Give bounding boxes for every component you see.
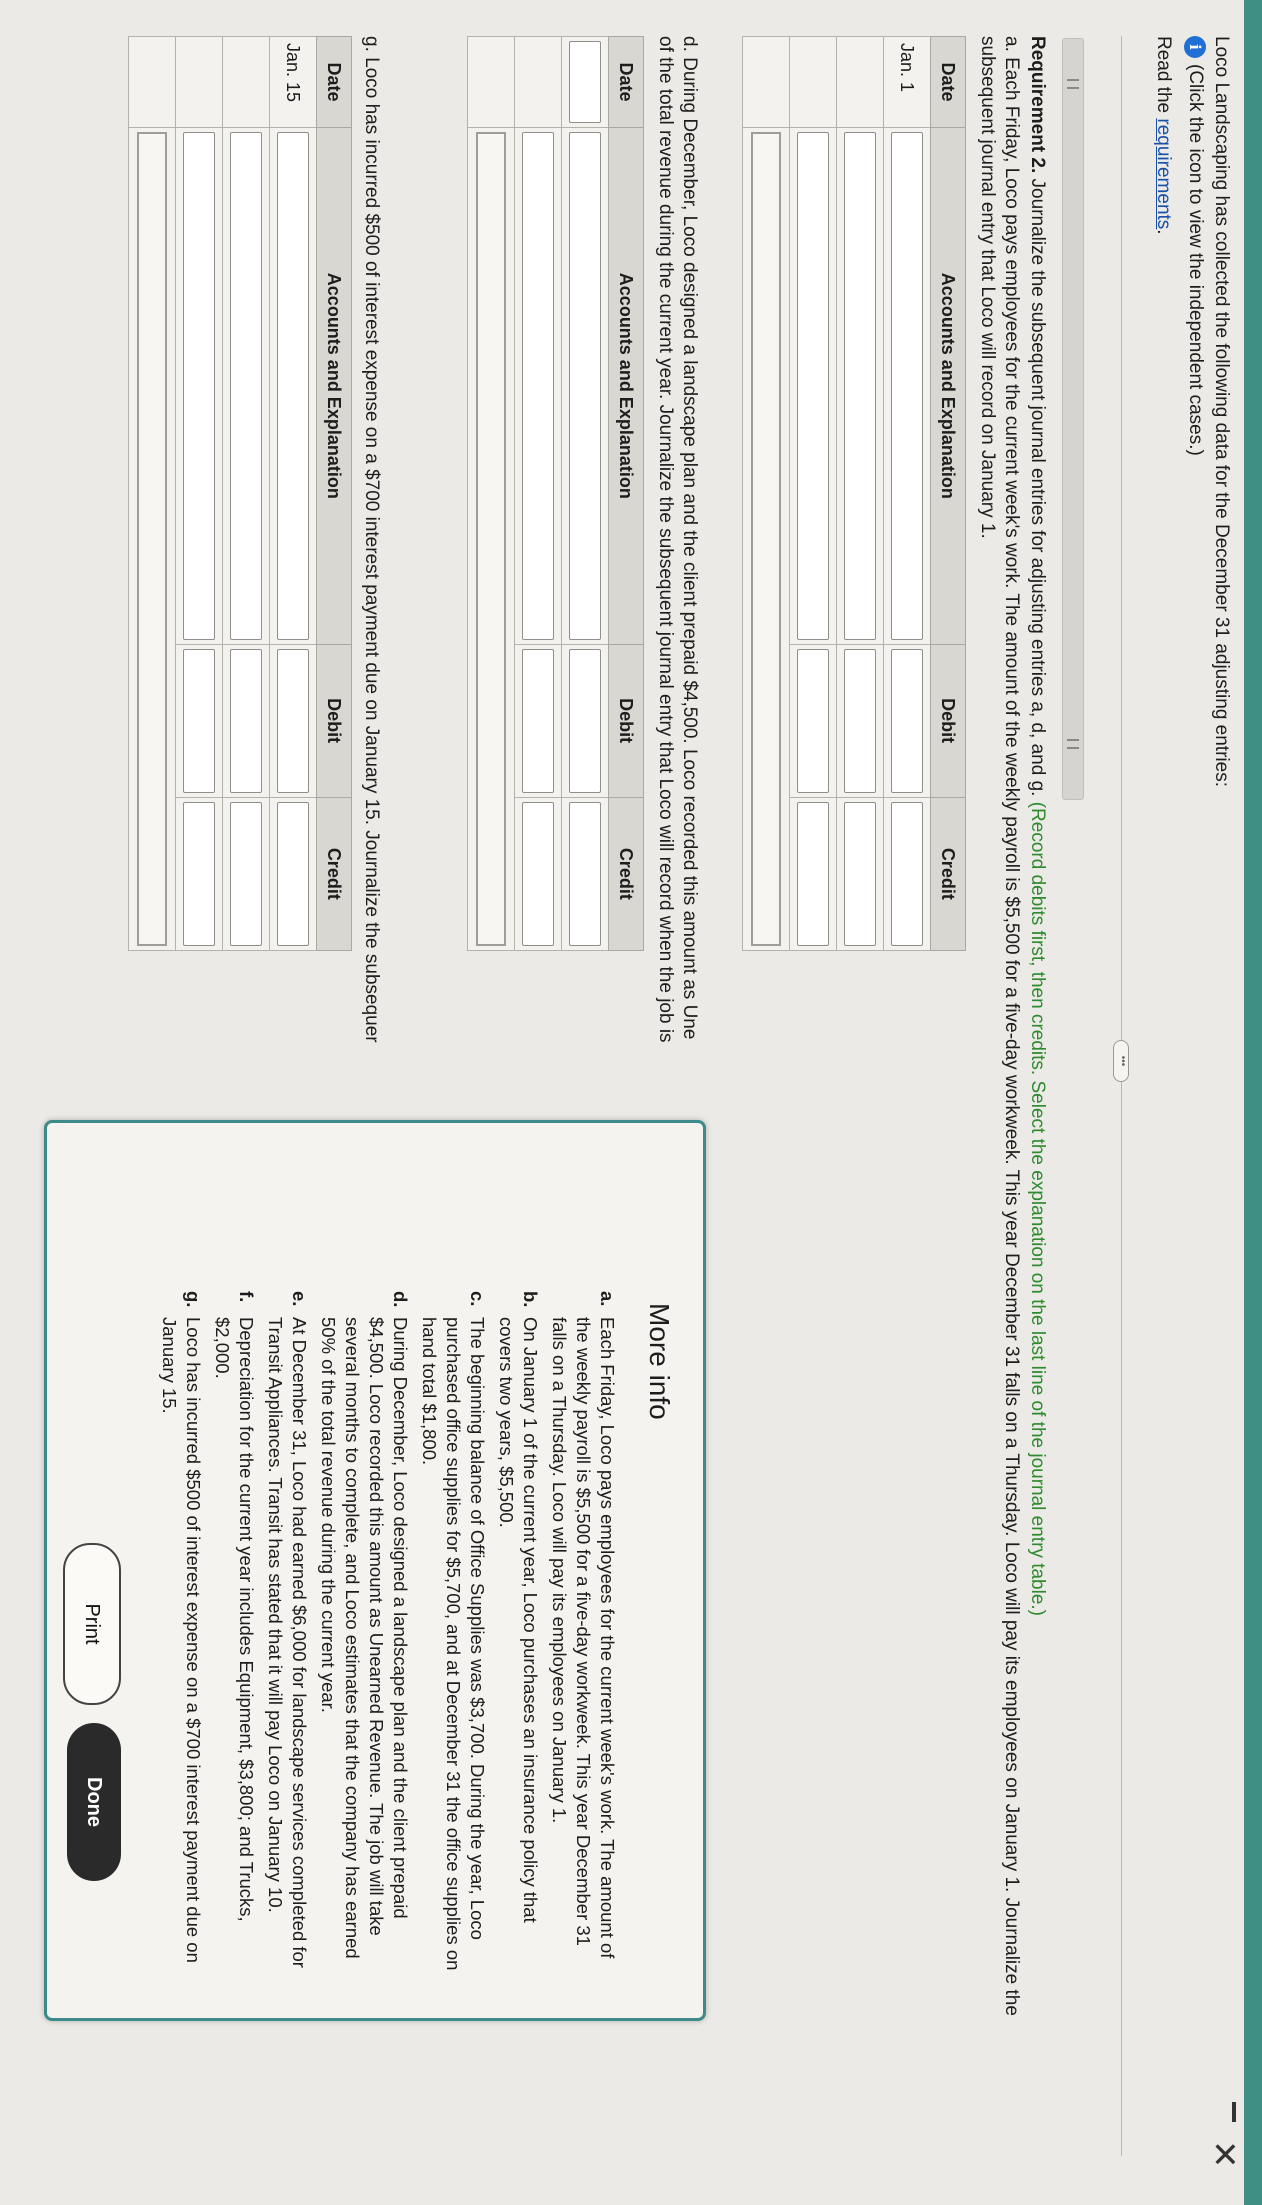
list-item [494, 1291, 542, 1981]
table-row [884, 37, 931, 951]
more-info-dialog [44, 1120, 706, 2021]
debit-input[interactable] [891, 649, 923, 793]
requirement-2 [1024, 36, 1050, 2086]
scroll-grip-icon [1067, 79, 1079, 89]
debit-input[interactable] [183, 649, 215, 793]
case-g-text: g. Loco has incurred $500 of interest expense on a $700 interest payment due on January 15. Journalize the subsequer [361, 36, 382, 1043]
table-row [270, 37, 317, 951]
col-date: Date [317, 37, 352, 128]
account-select[interactable] [183, 132, 215, 640]
item-letter: f. [236, 1291, 257, 1303]
col-debit: Debit [317, 644, 352, 797]
credit-input[interactable] [183, 802, 215, 946]
journal-table-a [742, 36, 966, 951]
case-d-text: d. During December, Loco designed a landscape plan and the client prepaid $4,500. Loco recorded this amount as Une [679, 36, 700, 1040]
credit-input[interactable] [797, 802, 829, 946]
item-letter: a. [597, 1291, 618, 1307]
table-row [468, 37, 515, 951]
item-text: The beginning balance of Office Supplies was $3,700. During the year, Loco purchased office supplies for $5,700, and at December 31 the office supplies on hand total $1,800. [419, 1317, 488, 1971]
debit-input[interactable] [230, 649, 262, 793]
col-debit: Debit [609, 644, 644, 797]
list-item [417, 1291, 489, 1981]
credit-input[interactable] [569, 802, 601, 946]
account-select[interactable] [277, 132, 309, 640]
col-date: Date [931, 37, 966, 128]
account-select[interactable] [522, 132, 554, 640]
col-accounts: Accounts and Explanation [609, 127, 644, 644]
item-letter: g. [183, 1291, 204, 1308]
requirement-text: Journalize the subsequent journal entries for adjusting entries a, d, and g. [1027, 173, 1048, 797]
debit-input[interactable] [797, 649, 829, 793]
col-credit: Credit [931, 797, 966, 950]
date-input[interactable] [569, 41, 601, 123]
credit-input[interactable] [277, 802, 309, 946]
account-select[interactable] [797, 132, 829, 640]
journal-table-d [467, 36, 644, 951]
date-cell: Jan. 1 [884, 37, 931, 128]
item-text: Loco has incurred $500 of interest expense on a $700 interest payment due on January 15. [159, 1317, 204, 1963]
credit-input[interactable] [230, 802, 262, 946]
col-accounts: Accounts and Explanation [931, 127, 966, 644]
minimize-icon[interactable] [1232, 2102, 1236, 2122]
read-suffix: . [1153, 229, 1174, 235]
more-info-title: More info [644, 1303, 675, 1420]
explanation-input[interactable] [137, 132, 167, 946]
debit-input[interactable] [277, 649, 309, 793]
journal-table-g [128, 36, 352, 951]
intro-block [1150, 36, 1234, 787]
list-item [157, 1291, 205, 1981]
debit-input[interactable] [569, 649, 601, 793]
print-button[interactable]: Print [63, 1543, 121, 1705]
date-cell: Jan. 15 [270, 37, 317, 128]
table-row [743, 37, 790, 951]
credit-input[interactable] [844, 802, 876, 946]
more-info-list [152, 1291, 619, 1981]
requirements-link[interactable]: requirements [1153, 118, 1174, 230]
table-row [515, 37, 562, 951]
horizontal-scrollbar[interactable] [1062, 38, 1084, 800]
divider [1121, 36, 1122, 2156]
table-row [176, 37, 223, 951]
item-letter: c. [467, 1291, 488, 1307]
item-letter: b. [520, 1291, 541, 1308]
account-select[interactable] [230, 132, 262, 640]
list-item [263, 1291, 311, 1981]
close-icon[interactable]: ✕ [1205, 2140, 1243, 2169]
item-text: Depreciation for the current year includes Equipment, $3,800; and Trucks, $2,000. [212, 1317, 257, 1922]
read-prefix: Read the [1153, 36, 1174, 119]
credit-input[interactable] [522, 802, 554, 946]
table-row [223, 37, 270, 951]
item-text: During December, Loco designed a landscape plan and the client prepaid $4,500. Loco recorded this amount as Unearned Revenue. The job will take several months to complete, and Loco estimates that the company has earned 50% of the total revenue during the current year. [318, 1317, 411, 1959]
table-row [837, 37, 884, 951]
account-select[interactable] [569, 132, 601, 640]
requirement-instruction: (Record debits first, then credits. Select the explanation on the last line of the journal entry table.) [1027, 796, 1048, 1616]
debit-input[interactable] [844, 649, 876, 793]
table-row [129, 37, 176, 951]
list-item [316, 1291, 412, 1981]
case-a-text: a. Each Friday, Loco pays employees for the current week's work. The amount of the weekly payroll is $5,500 for a five-day workweek. This year December 31 falls on a Thursday. Loco will pay its employees on January 1. Journalize the [1001, 36, 1022, 2016]
case-a-text-2: subsequent journal entry that Loco will record on January 1. [977, 36, 998, 539]
info-icon[interactable]: i [1184, 36, 1206, 58]
account-select[interactable] [891, 132, 923, 640]
table-row [562, 37, 609, 951]
item-letter: e. [289, 1291, 310, 1307]
done-button[interactable]: Done [67, 1723, 121, 1881]
account-select[interactable] [844, 132, 876, 640]
col-credit: Credit [609, 797, 644, 950]
credit-input[interactable] [891, 802, 923, 946]
col-date: Date [609, 37, 644, 128]
table-row [790, 37, 837, 951]
col-credit: Credit [317, 797, 352, 950]
explanation-input[interactable] [751, 132, 781, 946]
list-item [547, 1291, 619, 1981]
intro-text: Loco Landscaping has collected the following data for the December 31 adjusting entries: [1211, 36, 1232, 787]
debit-input[interactable] [522, 649, 554, 793]
col-accounts: Accounts and Explanation [317, 127, 352, 644]
col-debit: Debit [931, 644, 966, 797]
requirement-label: Requirement 2. [1027, 36, 1048, 174]
item-text: Each Friday, Loco pays employees for the current week's work. The amount of the weekly payroll is $5,500 for a five-day workweek. This year December 31 falls on a Thursday. Loco will pay its employees on January 1. [549, 1317, 618, 1959]
list-item [210, 1291, 258, 1981]
item-text: At December 31, Loco had earned $6,000 for landscape services completed for Transit Appliances. Transit has stated that it will pay Loco on January 10. [265, 1317, 310, 1968]
item-text: On January 1 of the current year, Loco purchases an insurance policy that covers two years, $5,500. [496, 1317, 541, 1923]
scroll-grip-icon [1067, 739, 1079, 749]
explanation-input[interactable] [476, 132, 506, 946]
intro-hint: (Click the icon to view the independent cases.) [1185, 64, 1206, 456]
item-letter: d. [390, 1291, 411, 1308]
case-d-text-2: of the total revenue during the current year. Journalize the subsequent journal entry that Loco will record when the job is [655, 36, 676, 1043]
expand-handle[interactable]: ••• [1113, 1040, 1129, 1082]
